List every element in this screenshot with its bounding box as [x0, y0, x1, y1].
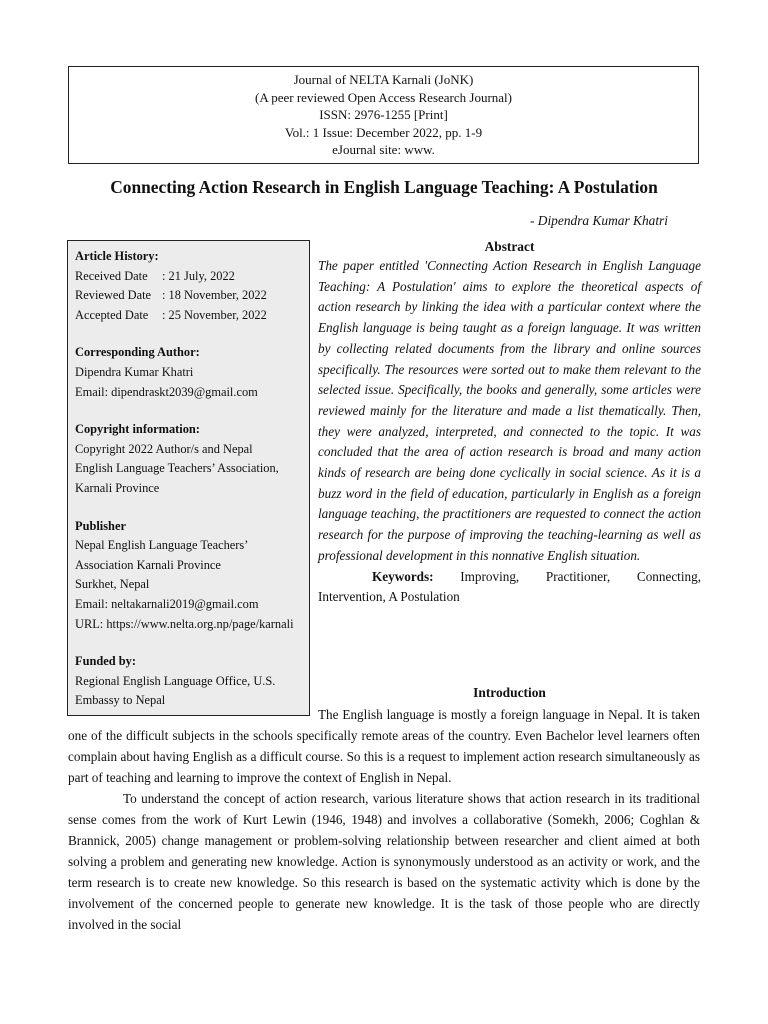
publisher-line: Association Karnali Province — [75, 557, 221, 572]
journal-name: Journal of NELTA Karnali (JoNK) — [293, 72, 474, 87]
reviewed-date: Reviewed Date : 18 November, 2022 — [75, 288, 267, 303]
keywords — [318, 567, 701, 608]
copyright-line: Karnali Province — [75, 480, 160, 495]
journal-site: eJournal site: www. — [332, 142, 435, 158]
publisher-line: Surkhet, Nepal — [75, 577, 150, 592]
accepted-date: Accepted Date : 25 November, 2022 — [75, 307, 267, 322]
introduction-body — [68, 704, 700, 935]
journal-volume: Vol.: 1 Issue: December 2022, pp. 1-9 — [284, 124, 483, 140]
article-info-box — [67, 240, 310, 716]
introduction-paragraph: To understand the concept of action research, various literature shows that action research in its traditional sense comes from the work of Kurt Lewin (1946, 1948) and involves a collaborative (Somekh, 2006; Coghlan & Brannick, 2005) change management or problem-solving relationship between researcher and client aimed at both solving a problem and generating new knowledge. Action is synonymously understood as an activity or work, and the term research is to create new knowledge. So this research is based on the systematic activity which is done by the involvement of the concerned people to generate new knowledge. It is the task of those people who are directly involved in the social — [68, 791, 700, 932]
copyright-line: Copyright 2022 Author/s and Nepal — [75, 441, 253, 456]
funded-line: Embassy to Nepal — [75, 693, 166, 708]
funded-heading: Funded by: — [75, 654, 136, 669]
abstract-heading: Abstract — [484, 239, 535, 254]
paper-title: Connecting Action Research in English Language Teaching: A Postulation — [110, 177, 658, 197]
corresponding-name: Dipendra Kumar Khatri — [75, 364, 194, 379]
abstract-text: The paper entitled 'Connecting Action Research in English Language Teaching: A Postulation' aims to explore the theoretical aspects of action research by linking the idea with a particular context where the English language is being taught as a foreign language. It was written by collecting related documents from the library and online sources specifically. The resources were sorted out to make them relevant to the selected issue. Specifically, the books and generally, some articles were reviewed mainly for the literature and made a list thematically. Then, they were analyzed, interpreted, and connected to the topic. It was concluded that the area of action research is broad and many action kinds of research are being done cyclically in social science. As it is a buzz word in the field of education, particularly in English as a foreign language teaching, the practitioners are requested to connect the action research for the purpose of improving the teaching-learning as well as professional development in this nonnative English situation. — [318, 258, 701, 563]
copyright-line: English Language Teachers’ Association, — [75, 461, 279, 476]
keywords-label: Keywords: — [372, 568, 434, 584]
history-heading: Article History: — [75, 249, 159, 263]
publisher-heading: Publisher — [75, 518, 126, 533]
abstract-section — [318, 238, 701, 608]
funded-line: Regional English Language Office, U.S. — [75, 673, 276, 688]
corresponding-email: Email: dipendraskt2039@gmail.com — [75, 384, 258, 399]
publisher-url: URL: https://www.nelta.org.np/page/karnali — [75, 616, 294, 631]
keywords-text: Improving, Practitioner, Connecting, Intervention, A Postulation — [318, 568, 701, 605]
corresponding-heading: Corresponding Author: — [75, 345, 200, 360]
journal-issn: ISSN: 2976-1255 [Print] — [319, 107, 448, 123]
received-date: Received Date : 21 July, 2022 — [75, 268, 235, 283]
introduction-paragraph: The English language is mostly a foreign language in Nepal. It is taken one of the difficult subjects in the schools specifically remote areas of the country. Even Bachelor level learners often complain about having English as a difficult course. So this is a request to implement action research simultaneously as part of teaching and learning to improve the context of English in Nepal. — [68, 707, 700, 785]
publisher-line: Nepal English Language Teachers’ — [75, 538, 249, 553]
publisher-email: Email: neltakarnali2019@gmail.com — [75, 596, 259, 611]
journal-header-box — [68, 66, 699, 164]
copyright-heading: Copyright information: — [75, 422, 200, 437]
paper-author: - Dipendra Kumar Khatri — [529, 213, 668, 228]
introduction-heading: Introduction — [473, 685, 546, 700]
journal-description: (A peer reviewed Open Access Research Journal) — [254, 89, 512, 105]
